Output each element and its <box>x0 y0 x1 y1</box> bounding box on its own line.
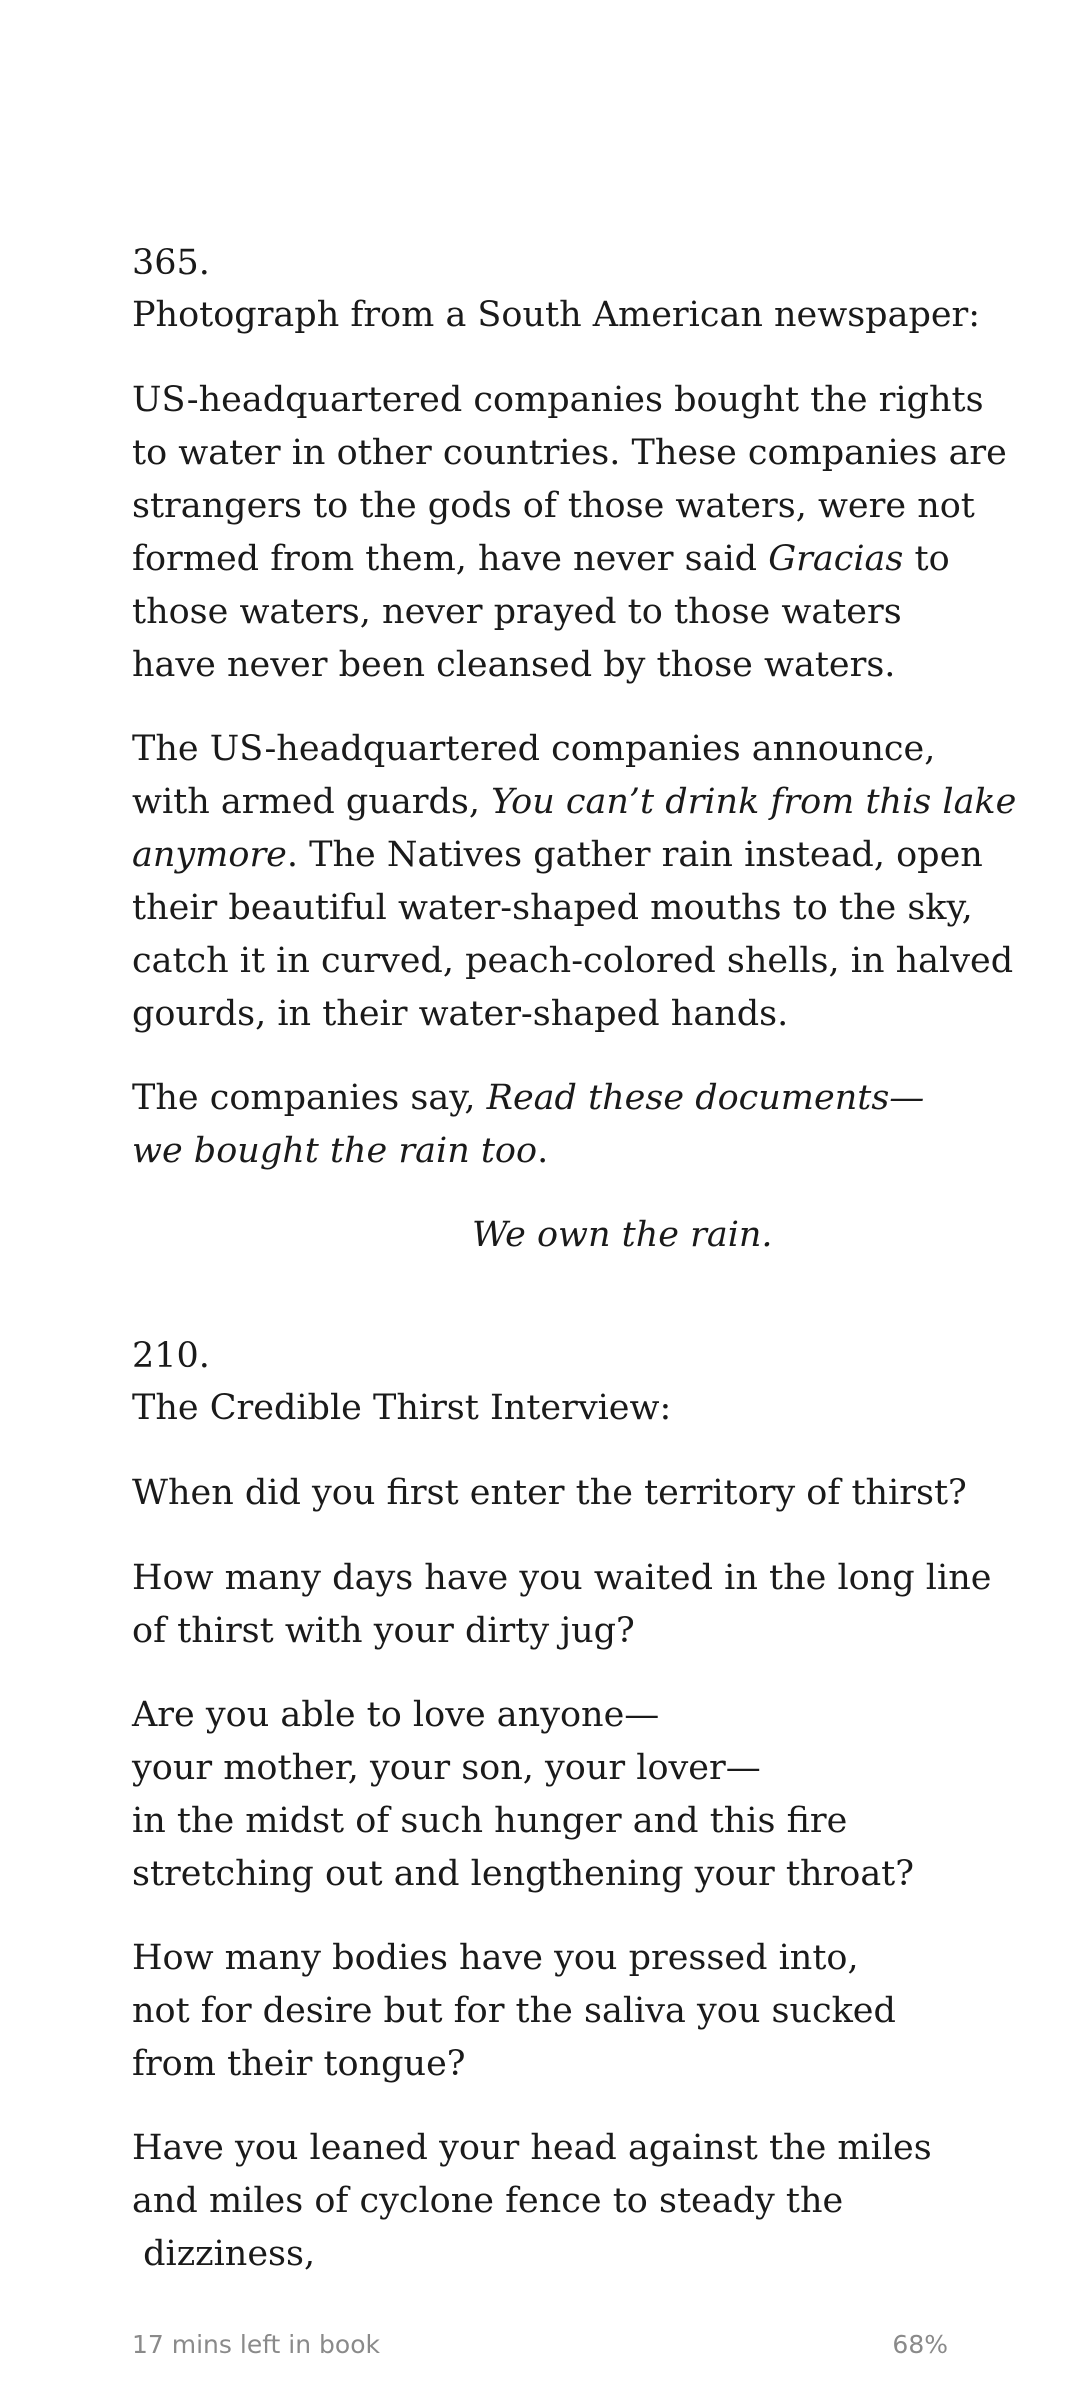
text-run: formed from them, have never said <box>132 539 769 579</box>
section-heading: The Credible Thirst Interview: <box>132 1388 672 1428</box>
italic-text-run: You can’t drink from this lake <box>491 782 1017 822</box>
paragraph-line <box>132 539 950 579</box>
paragraph-line <box>132 782 1016 822</box>
section-number: 210. <box>132 1336 210 1376</box>
section-number: 365. <box>132 243 210 283</box>
time-left-indicator: 17 mins left in book <box>132 2330 380 2359</box>
question-line: not for desire but for the saliva you sucked <box>132 1991 896 2031</box>
paragraph-line <box>132 1078 924 1118</box>
paragraph-line: their beautiful water-shaped mouths to the sky, <box>132 888 973 928</box>
italic-text-run: Gracias <box>768 539 904 579</box>
question-line: stretching out and lengthening your throat? <box>132 1854 915 1894</box>
paragraph-line: US-headquartered companies bought the rights <box>132 380 984 420</box>
paragraph-line: strangers to the gods of those waters, were not <box>132 486 975 526</box>
paragraph-line: catch it in curved, peach-colored shells, in halved <box>132 941 1014 981</box>
text-run: to <box>903 539 950 579</box>
text-run: . The Natives gather rain instead, open <box>286 835 983 875</box>
italic-text-run: anymore <box>132 835 287 875</box>
question-line: of thirst with your dirty jug? <box>132 1611 635 1651</box>
text-run: The companies say, <box>132 1078 487 1118</box>
paragraph-line: The US-headquartered companies announce, <box>132 729 936 769</box>
italic-text-run: We own the rain. <box>472 1215 773 1255</box>
question-line: in the midst of such hunger and this fire <box>132 1801 848 1841</box>
progress-percentage: 68% <box>892 2330 948 2359</box>
section-heading: Photograph from a South American newspaper: <box>132 295 981 335</box>
question-line: When did you first enter the territory of thirst? <box>132 1473 967 1513</box>
paragraph-line: to water in other countries. These companies are <box>132 433 1007 473</box>
question-line: Have you leaned your head against the miles <box>132 2128 932 2168</box>
question-line: Are you able to love anyone— <box>132 1695 660 1735</box>
italic-text-run: we bought the rain too <box>132 1131 538 1171</box>
centered-line <box>472 1215 773 1255</box>
paragraph-line: gourds, in their water-shaped hands. <box>132 994 789 1034</box>
question-line: How many bodies have you pressed into, <box>132 1938 859 1978</box>
question-line: How many days have you waited in the long line <box>132 1558 992 1598</box>
question-line: dizziness, <box>132 2234 316 2274</box>
paragraph-line: have never been cleansed by those waters. <box>132 645 896 685</box>
question-line: from their tongue? <box>132 2044 466 2084</box>
paragraph-line <box>132 835 983 875</box>
text-run: . <box>537 1131 549 1171</box>
question-line: your mother, your son, your lover— <box>132 1748 761 1788</box>
text-run: with armed guards, <box>132 782 492 822</box>
question-line: and miles of cyclone fence to steady the <box>132 2181 844 2221</box>
paragraph-line: those waters, never prayed to those waters <box>132 592 902 632</box>
paragraph-line <box>132 1131 548 1171</box>
italic-text-run: Read these documents— <box>486 1078 925 1118</box>
